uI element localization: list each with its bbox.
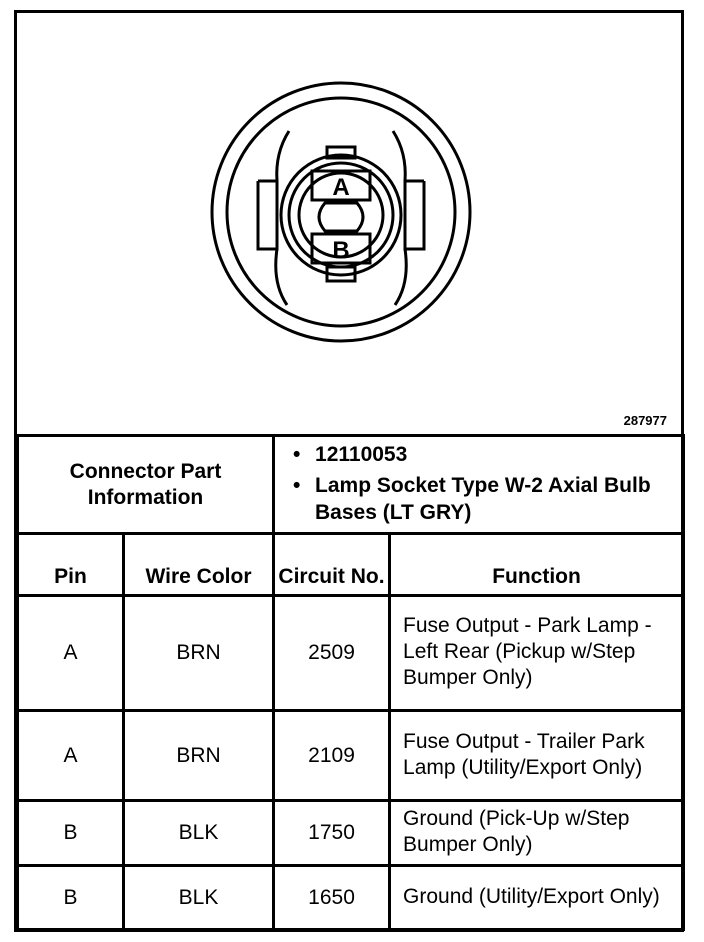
bullet-icon: • bbox=[293, 443, 301, 466]
table-row bbox=[18, 596, 684, 711]
part-info-list bbox=[274, 436, 684, 534]
left-tab bbox=[258, 181, 269, 249]
circuit-cell: 1650 bbox=[274, 866, 390, 930]
table-row bbox=[18, 711, 684, 801]
header-pin: Pin bbox=[18, 534, 124, 596]
right-tab bbox=[413, 181, 424, 249]
function-cell: Ground (Pick-Up w/Step Bumper Only) bbox=[390, 801, 684, 866]
table-header-row bbox=[18, 534, 684, 596]
part-info-item: • 12110053 bbox=[293, 443, 408, 466]
pin-cell: A bbox=[18, 711, 124, 801]
part-info-row bbox=[18, 436, 684, 534]
outer-ring bbox=[212, 83, 470, 341]
inner-ring bbox=[227, 98, 455, 326]
pin-cell: B bbox=[18, 801, 124, 866]
part-info-item: • Lamp Socket Type W-2 Axial Bulb Bases (LT GRY) bbox=[293, 474, 651, 524]
function-cell: Fuse Output - Park Lamp - Left Rear (Pickup w/Step Bumper Only) bbox=[390, 596, 684, 711]
lamp-socket-drawing bbox=[17, 13, 681, 435]
wire-color-cell: BLK bbox=[124, 801, 274, 866]
figure-id: 287977 bbox=[623, 413, 667, 428]
connector-table bbox=[16, 434, 685, 931]
part-info-label: Connector Part Information bbox=[18, 436, 274, 534]
circuit-cell: 2509 bbox=[274, 596, 390, 711]
circuit-cell: 1750 bbox=[274, 801, 390, 866]
table-row bbox=[18, 866, 684, 930]
pin-cell: A bbox=[18, 596, 124, 711]
pin-cell: B bbox=[18, 866, 124, 930]
function-cell: Ground (Utility/Export Only) bbox=[390, 866, 684, 930]
table-row bbox=[18, 801, 684, 866]
connector-diagram bbox=[17, 13, 681, 435]
wire-color-cell: BLK bbox=[124, 866, 274, 930]
pin-a-label: A bbox=[332, 174, 350, 201]
wire-color-cell: BRN bbox=[124, 711, 274, 801]
header-circuit-no: Circuit No. bbox=[274, 534, 390, 596]
function-cell: Fuse Output - Trailer Park Lamp (Utility/Export Only) bbox=[390, 711, 684, 801]
connector-sheet bbox=[14, 10, 684, 932]
header-function: Function bbox=[390, 534, 684, 596]
pin-b-label: B bbox=[332, 237, 350, 264]
circuit-cell: 2109 bbox=[274, 711, 390, 801]
wire-color-cell: BRN bbox=[124, 596, 274, 711]
header-wire-color: Wire Color bbox=[124, 534, 274, 596]
bullet-icon: • bbox=[293, 474, 301, 497]
bulb-slot bbox=[319, 203, 363, 231]
